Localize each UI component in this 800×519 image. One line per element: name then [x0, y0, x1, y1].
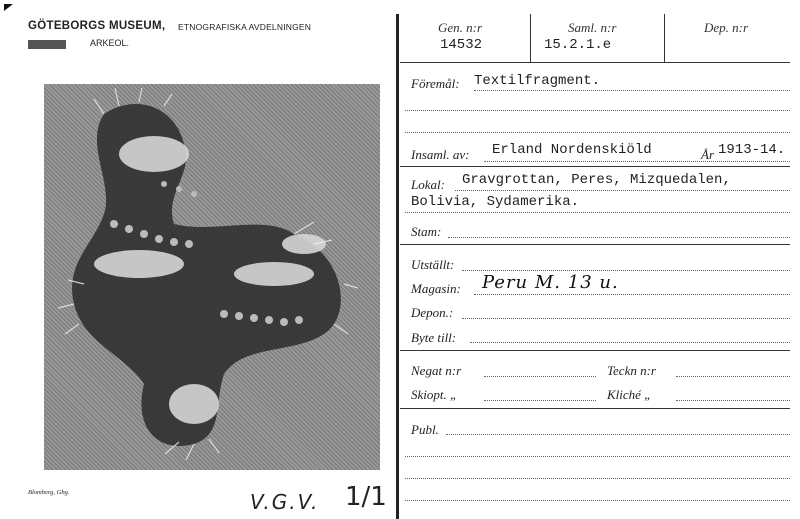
handwritten-signature: V.G.V.	[250, 490, 320, 514]
publ-line-2	[405, 456, 790, 457]
textile-photo	[44, 84, 380, 470]
lokal-label: Lokal:	[411, 177, 445, 192]
museum-subdepartment: ARKEOL.	[90, 38, 130, 48]
saml-label: Saml. n:r	[568, 20, 617, 35]
gen-label: Gen. n:r	[438, 20, 483, 35]
skiopt-label: Skiopt. „	[411, 387, 458, 402]
teckn-label: Teckn n:r	[607, 363, 656, 378]
magasin-line	[474, 294, 790, 295]
foremal-value: Textilfragment.	[474, 73, 601, 89]
stamp-mark	[28, 40, 66, 49]
depon-line	[462, 318, 790, 319]
foremal-label: Föremål:	[411, 76, 460, 91]
publ-label: Publ.	[411, 422, 439, 437]
foremal-line-2	[405, 110, 790, 111]
depon-label: Depon.:	[411, 305, 454, 320]
insaml-label: Insaml. av:	[411, 147, 470, 162]
header-bottom-line	[400, 62, 790, 63]
skiopt-line	[484, 400, 596, 401]
textile-fragment-image	[44, 84, 380, 470]
card-divider	[396, 14, 399, 519]
stam-line	[448, 237, 790, 238]
saml-value: 15.2.1.e	[544, 37, 612, 53]
ar-value: 1913-14.	[718, 142, 786, 158]
photo-credit: Blomberg, Gbg.	[28, 489, 70, 496]
byte-line	[470, 342, 790, 343]
kliche-line	[676, 400, 790, 401]
publ-line-4	[405, 500, 790, 501]
publ-line-1	[446, 434, 790, 435]
handwritten-fraction: 1/1	[345, 482, 387, 512]
negat-line	[484, 376, 596, 377]
foremal-line	[474, 90, 790, 91]
kliche-label: Kliché „	[607, 387, 652, 402]
gen-value: 14532	[440, 37, 483, 53]
lokal-line-1	[455, 190, 790, 191]
byte-label: Byte till:	[411, 330, 457, 345]
header-divider-2	[664, 14, 665, 62]
insaml-value: Erland Nordenskiöld	[492, 142, 652, 158]
corner-mark	[4, 4, 13, 11]
dep-label: Dep. n:r	[704, 20, 749, 35]
negat-label: Negat n:r	[411, 363, 462, 378]
ar-label: År	[701, 147, 714, 162]
stam-label: Stam:	[411, 224, 442, 239]
magasin-label: Magasin:	[411, 281, 461, 296]
section-line-1	[400, 166, 790, 167]
insaml-line	[484, 161, 790, 162]
header-divider-1	[530, 14, 531, 62]
section-line-2	[400, 244, 790, 245]
museum-name: GÖTEBORGS MUSEUM,	[28, 20, 166, 32]
utstallt-label: Utställt:	[411, 257, 455, 272]
section-line-3	[400, 350, 790, 351]
teckn-line	[676, 376, 790, 377]
museum-department: ETNOGRAFISKA AVDELNINGEN	[178, 22, 312, 32]
foremal-line-3	[405, 132, 790, 133]
magasin-value: Peru M. 13 u.	[482, 272, 619, 293]
lokal-value-1: Gravgrottan, Peres, Mizquedalen,	[462, 172, 731, 188]
utstallt-line	[462, 270, 790, 271]
section-line-4	[400, 408, 790, 409]
publ-line-3	[405, 478, 790, 479]
lokal-line-2	[405, 212, 790, 213]
lokal-value-2: Bolivia, Sydamerika.	[411, 194, 580, 210]
